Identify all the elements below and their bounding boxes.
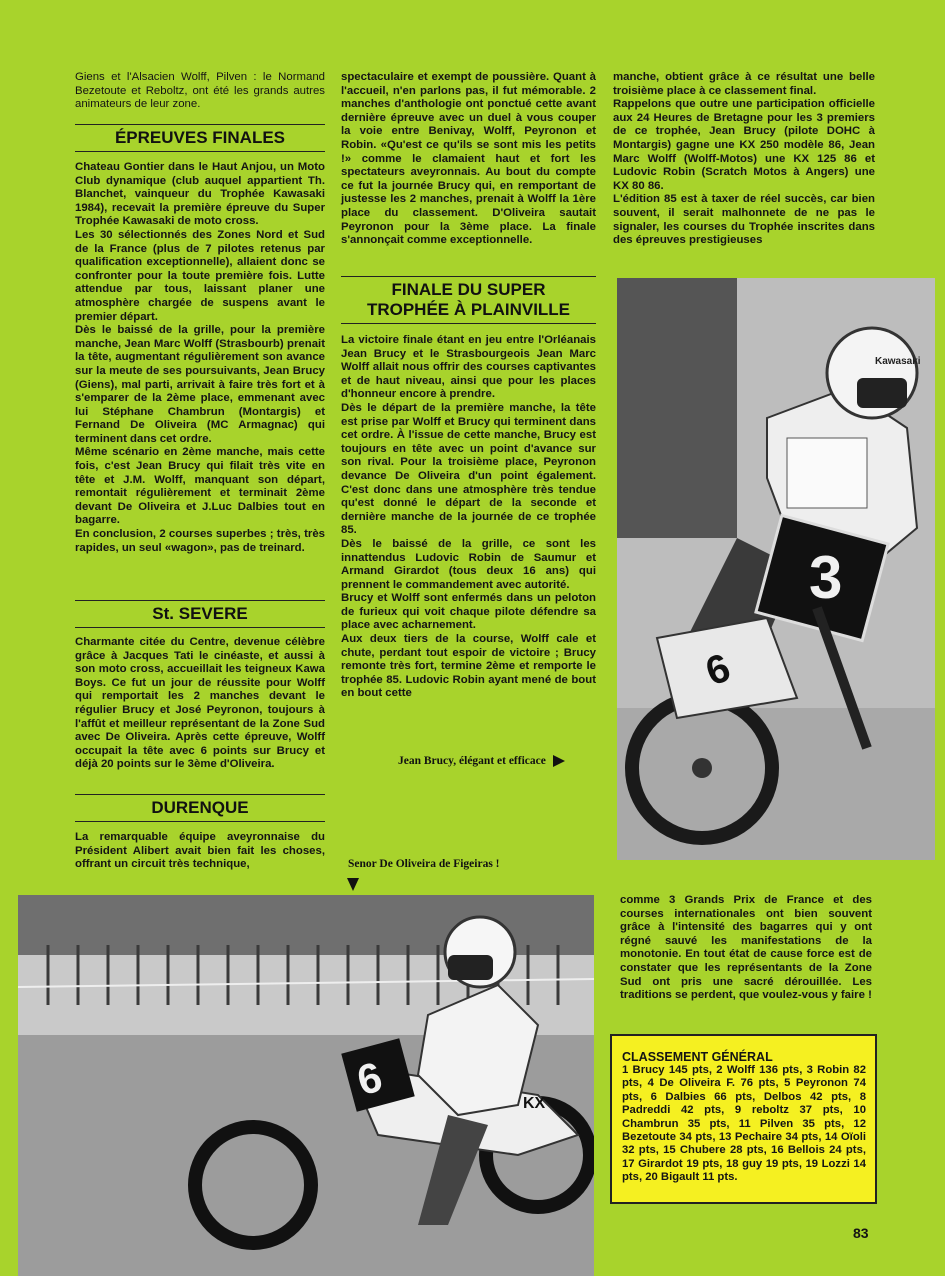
helmet-brand-text: Kawasaki [875,356,921,367]
paragraph: Même scénario en 2ème manche, mais cette fois, c'est Jean Brucy qui filait très vite en tête et J.M. Wolff, manquant son départ, remontait régulièrement et terminait 2ème devant De Oliveira et J.Luc Dalbies tout en bagarre. [75,446,325,527]
rider-illustration [18,895,594,1276]
column-2-top [341,71,596,248]
column-2-body [341,334,596,701]
paragraph: Aux deux tiers de la course, Wolff cale et chute, perdant tout espoir de victoire ; Brucy remonte très fort, termine 2ème et remporte le trophée 85. Ludovic Robin ayant mené de bout en bout cette [341,633,596,700]
paragraph: Brucy et Wolff sont enfermés dans un peloton de furieux qui voit chaque pilote défendre sa place avec acharnement. [341,592,596,632]
column-3-top [613,71,875,248]
paragraph: Dès le baissé de la grille, ce sont les innattendus Ludovic Robin de Saumur et Armand Girardot (tous deux 16 ans) qui prennent le commandement avec autorité. [341,537,596,591]
paragraph: Rappelons que outre une participation officielle aux 24 Heures de Bretagne pour les 3 premiers de ce trophée, Jean Brucy (pilote DOHC à Montargis) gagne une KX 250 modèle 86, Jean Marc Wolff (Wolff-Motos) une KX 125 86 et Ludovic Robin (Scratch Motos à Angers) une KX 80 86. [613,98,875,192]
paragraph: Les 30 sélectionnés des Zones Nord et Sud de la France (plus de 7 pilotes retenus par qualification exceptionnelle), allaient donc se confronter pour la toute première fois. Lutte attendue par tous, laissant planer une atmosphère chargée de suspens avant le premier départ. [75,228,325,323]
paragraph: En conclusion, 2 courses superbes ; très, très rapides, un seul «wagon», pas de treinard. [75,528,325,554]
page-number: 83 [853,1225,869,1241]
paragraph: La remarquable équipe aveyronnaise du Président Alibert avait bien fait les choses, offrant un circuit très technique, [75,831,325,871]
standings-list: 1 Brucy 145 pts, 2 Wolff 136 pts, 3 Robin 82 pts, 4 De Oliveira F. 76 pts, 5 Peyronon 74 pts, 6 Dalbies 66 pts, Delbos 42 pts, 8 Padreddi 42 pts, 9 reboltz 37 pts, 10 Chambrun 35 pts, 11 Pilven 35 pts, 12 Bezetoute 34 pts, 13 Pechaire 34 pts, 14 Oïoli 32 pts, 15 Chubere 28 pts, 16 Bellois 24 pts, 17 Girardot 19 pts, 18 guy 19 pts, 19 Lozzi 14 pts, 20 Bigault 11 pts. [622,1064,866,1184]
paragraph: La victoire finale étant en jeu entre l'Orléanais Jean Brucy et le Strasbourgeois Jean Marc Wolff allait nous offrir des courses captivantes et de haut niveau, ainsi que pour les places d'honneur encore à prendre. [341,334,596,401]
caption-brucy [398,755,565,767]
heading-epreuves-finales: ÉPREUVES FINALES [75,124,325,152]
paragraph: manche, obtient grâce à ce résultat une belle troisième place à ce classement final. [613,71,875,97]
paragraph: Dès le baissé de la grille, pour la première manche, Jean Marc Wolff (Strasbourb) prenait la tête, augmentant régulièrement son avance sur la meute de ses poursuivants, Jean Brucy (Giens), mal parti, arrivait à faire très fort et à s'emparer de la 2ème place, emmenant avec lui Stéphane Chambrun (Montargis) et Fernand De Oliveira (MC Armagnac) qui terminent dans cet ordre. [75,324,325,445]
column-3-bottom [620,894,872,1003]
paragraph: comme 3 Grands Prix de France et des courses internationales ont bien souvent grâce à l'intensité des bagarres qui y ont régné sauvé les manifestations de la monotonie. En tout état de cause force est de constater que les représentants de la Zone Sud ont pris une sacré dérouillée. Les traditions se perdent, que voulez-vous y faire ! [620,894,872,1002]
paragraph: Charmante citée du Centre, devenue célèbre grâce à Jacques Tati le cinéaste, et aussi à son moto cross, accueillait les teigneux Kawa Boys. Ce fut un jour de réussite pour Wolff qui remportait les 2 manches devant le régulier Brucy et José Peyronon, toujours à l'affût et meilleur représentant de la Zone Sud avec De Oliveira. Après cette épreuve, Wolff occupait la tête avec 6 points sur Brucy et déjà 20 points sur le 3ème d'Oliveira. [75,636,325,771]
paragraph: L'édition 85 est à taxer de réel succès, car bien souvent, il serait malhonnete de ne pas le signaler, les courses du Trophée inscrites dans des épreuves prestigieuses [613,193,875,247]
caption-oliveira [348,858,500,870]
standings-title: CLASSEMENT GÉNÉRAL [622,1050,773,1064]
standings-box [610,1034,877,1204]
column-1-body [75,161,325,555]
st-severe-body [75,636,325,772]
side-plate-text: 6 [699,645,736,695]
arrow-right-icon [553,755,565,767]
paragraph: Chateau Gontier dans le Haut Anjou, un Moto Club dynamique (club auquel appartient Th. Blanchet, vainqueur du Trophée Kawasaki 1984), recevait la première épreuve du Super Trophée Kawasaki de moto cross. [75,161,325,228]
paragraph: Dès le départ de la première manche, la tête est prise par Wolff et Brucy qui terminent dans cet ordre. À l'issue de cette manche, Brucy est toujours en tête avec un point d'avance sur son rival. Pour la troisième place, Peyronon devance De Oliveira d'un point également. C'est donc dans une atmosphère très tendue qu'est donné le départ de la seconde et dernière manche de la journée de ce trophée 85. [341,401,596,537]
number-plate-text: 3 [809,544,843,611]
kx-logo-text: KX [523,1095,546,1112]
durenque-body [75,831,325,872]
heading-finale-plainville: FINALE DU SUPER TROPHÉE À PLAINVILLE [341,276,596,324]
photo-jean-brucy [617,278,935,860]
heading-st-severe: St. SEVERE [75,600,325,628]
arrow-down-icon [347,878,359,891]
paragraph: spectaculaire et exempt de poussière. Quant à l'accueil, n'en parlons pas, il fut mémorable. 2 manches d'anthologie ont ponctué cette avant dernière épreuve avec un duel à vous couper la voie entre Benivay, Wolff, Peyronon et Robin. «Qu'est ce qu'ils se sont mis les petits !» comme le clamaient haut et fort les spectateurs aveyronnais. Au bout du compte ce fut la journée Brucy qui, en remportant de justesse les 2 manches, prenait à Wolff la 1ère place du classement. D'Oliveira sautait Peyronon pour la 3ème place. La finale s'annonçait comme exceptionnelle. [341,71,596,247]
caption-text: Jean Brucy, élégant et efficace [398,755,546,767]
photo-de-oliveira [18,895,594,1276]
heading-durenque: DURENQUE [75,794,325,822]
number-plate-text: 6 [352,1052,387,1105]
intro-paragraph: Giens et l'Alsacien Wolff, Pilven : le Normand Bezetoute et Reboltz, ont été les grands autres animateurs de leur zone. [75,71,325,111]
caption-text: Senor De Oliveira de Figeiras ! [348,858,500,870]
column-1 [75,71,325,112]
